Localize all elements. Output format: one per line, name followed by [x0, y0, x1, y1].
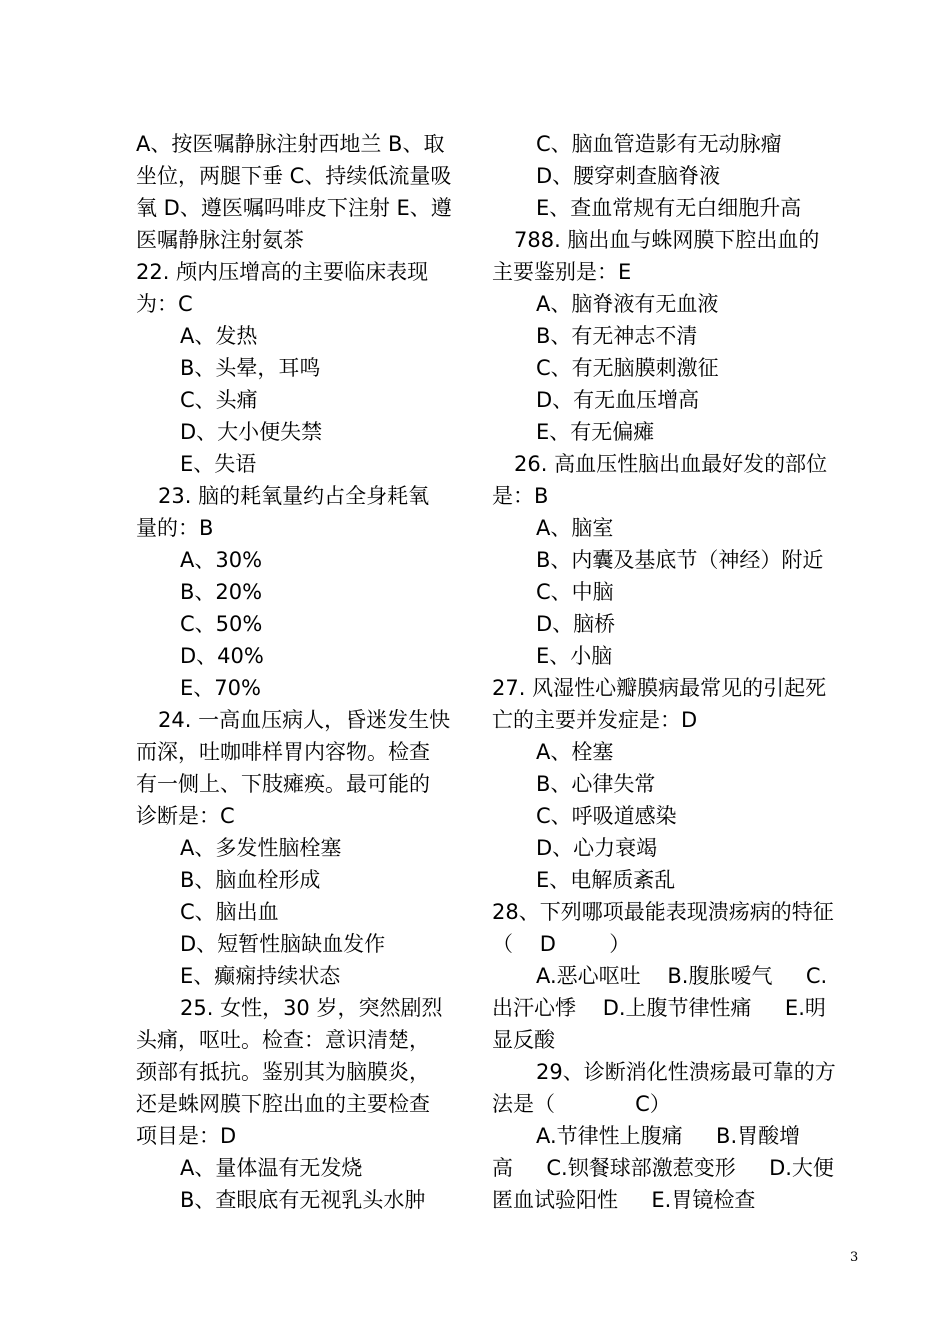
text-line: 是：B	[492, 484, 549, 508]
text-line: 22. 颅内压增高的主要临床表现	[136, 260, 429, 284]
text-line: 28、下列哪项最能表现溃疡病的特征	[492, 900, 834, 924]
text-line: 还是蛛网膜下腔出血的主要检查	[136, 1092, 430, 1116]
text-line: A.节律性上腹痛 B.胃酸增	[536, 1124, 801, 1148]
text-line: （ D ）	[492, 932, 631, 956]
text-line: A、脑室	[536, 516, 614, 540]
text-line: 23. 脑的耗氧量约占全身耗氧	[158, 484, 430, 508]
text-line: E、查血常规有无白细胞升高	[536, 196, 802, 220]
text-line: B、脑血栓形成	[180, 868, 321, 892]
text-line: A、栓塞	[536, 740, 614, 764]
text-line: E、电解质紊乱	[536, 868, 676, 892]
text-line: 高 C.钡餐球部激惹变形 D.大便	[492, 1156, 834, 1180]
text-line: 诊断是：C	[136, 804, 235, 828]
text-line: 主要鉴别是：E	[492, 260, 632, 284]
text-line: 法是（ C）	[492, 1092, 671, 1116]
text-line: B、有无神志不清	[536, 324, 698, 348]
page-number: 3	[850, 1250, 859, 1265]
text-line: B、查眼底有无视乳头水肿	[180, 1188, 426, 1212]
text-line: D、短暂性脑缺血发作	[180, 932, 386, 956]
text-line: D、大小便失禁	[180, 420, 323, 444]
text-line: D、有无血压增高	[536, 388, 700, 412]
text-line: A、按医嘱静脉注射西地兰 B、取	[136, 132, 445, 156]
text-line: C、头痛	[180, 388, 258, 412]
text-line: A、发热	[180, 324, 258, 348]
text-line: D、40%	[180, 644, 264, 668]
text-line: D、心力衰竭	[536, 836, 658, 860]
text-line: 颈部有抵抗。鉴别其为脑膜炎，	[136, 1060, 430, 1084]
text-line: B、20%	[180, 580, 263, 604]
text-line: C、呼吸道感染	[536, 804, 677, 828]
text-line: 坐位，两腿下垂 C、持续低流量吸	[136, 164, 452, 188]
text-line: 头痛，呕吐。检查：意识清楚，	[136, 1028, 430, 1052]
text-line: D、脑桥	[536, 612, 616, 636]
right-column	[492, 128, 862, 1216]
text-line: 27. 风湿性心瓣膜病最常见的引起死	[492, 676, 827, 700]
text-line: 为：C	[136, 292, 193, 316]
text-line: B、头晕，耳鸣	[180, 356, 321, 380]
text-line: C、有无脑膜刺激征	[536, 356, 719, 380]
left-column	[136, 128, 466, 1216]
text-line: 26. 高血压性脑出血最好发的部位	[514, 452, 828, 476]
text-line: 量的：B	[136, 516, 214, 540]
text-line: E、失语	[180, 452, 257, 476]
text-line: A、量体温有无发烧	[180, 1156, 363, 1180]
text-line: E、小脑	[536, 644, 613, 668]
text-line: E、70%	[180, 676, 261, 700]
text-line: 项目是：D	[136, 1124, 237, 1148]
text-line: 氧 D、遵医嘱吗啡皮下注射 E、遵	[136, 196, 452, 220]
text-line: 出汗心悸 D.上腹节律性痛 E.明	[492, 996, 826, 1020]
text-line: 25. 女性，30 岁，突然剧烈	[180, 996, 443, 1020]
text-line: C、脑血管造影有无动脉瘤	[536, 132, 782, 156]
text-line: C、中脑	[536, 580, 614, 604]
text-line: 有一侧上、下肢瘫痪。最可能的	[136, 772, 430, 796]
text-line: B、内囊及基底节（神经）附近	[536, 548, 824, 572]
text-line: 29、诊断消化性溃疡最可靠的方	[536, 1060, 836, 1084]
text-line: E、癫痫持续状态	[180, 964, 341, 988]
text-line: 而深，吐咖啡样胃内容物。检查	[136, 740, 430, 764]
text-line: 788. 脑出血与蛛网膜下腔出血的	[514, 228, 820, 252]
text-line: E、有无偏瘫	[536, 420, 655, 444]
text-line: 匿血试验阳性 E.胃镜检查	[492, 1188, 756, 1212]
text-line: 显反酸	[492, 1028, 555, 1052]
text-line: A、多发性脑栓塞	[180, 836, 342, 860]
text-line: A、30%	[180, 548, 263, 572]
text-line: C、50%	[180, 612, 263, 636]
text-line: B、心律失常	[536, 772, 656, 796]
text-line: A.恶心呕吐 B.腹胀嗳气 C.	[536, 964, 828, 988]
text-line: D、腰穿刺查脑脊液	[536, 164, 721, 188]
text-line: 亡的主要并发症是：D	[492, 708, 698, 732]
text-line: A、脑脊液有无血液	[536, 292, 719, 316]
text-line: C、脑出血	[180, 900, 279, 924]
text-line: 24. 一高血压病人，昏迷发生快	[158, 708, 451, 732]
text-line: 医嘱静脉注射氨茶	[136, 228, 304, 252]
